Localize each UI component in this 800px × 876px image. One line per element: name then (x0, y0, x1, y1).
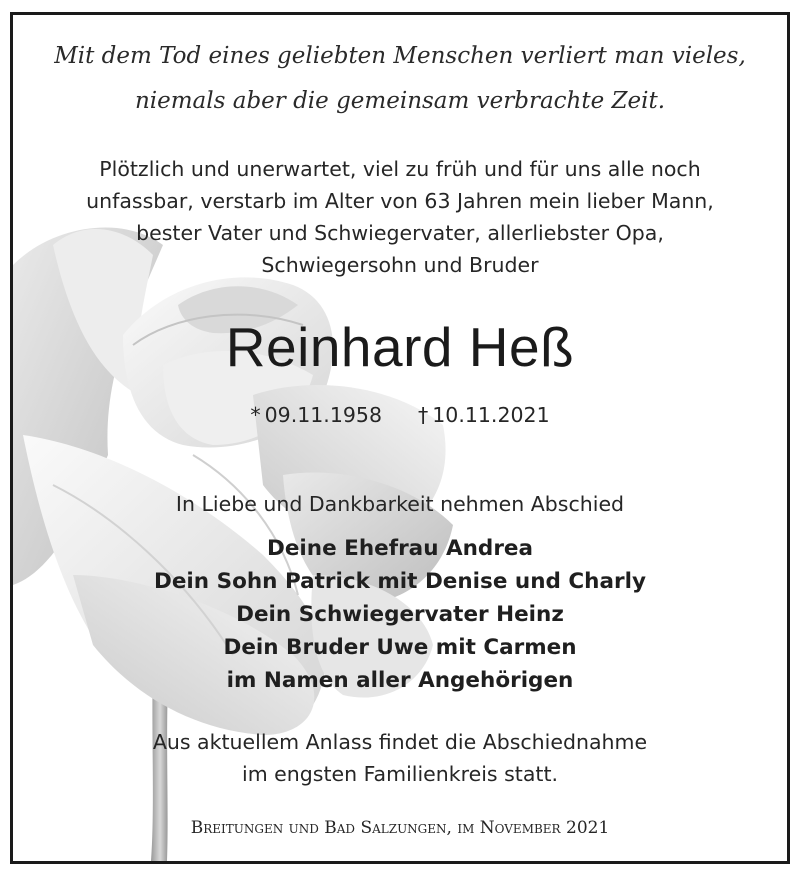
death-symbol: † (418, 403, 429, 427)
birth-symbol: * (250, 403, 261, 427)
farewell-line: In Liebe und Dankbarkeit nehmen Abschied (175, 492, 625, 516)
obituary-frame (10, 12, 790, 864)
place-date-line: Breitungen und Bad Salzungen, im November 2021 (190, 818, 610, 838)
death-date: 10.11.2021 (432, 403, 550, 427)
intro-line-3: bester Vater und Schwiegervater, allerliebster Opa, (136, 221, 664, 245)
note-line-1: Aus aktuellem Anlass findet die Abschiednahme (152, 730, 648, 754)
birth-date: 09.11.1958 (264, 403, 382, 427)
motto-line-2: niemals aber die gemeinsam verbrachte Zeit. (134, 88, 666, 114)
family-line-2: Dein Sohn Patrick mit Denise und Charly (154, 569, 646, 594)
family-line-3: Dein Schwiegervater Heinz (236, 602, 564, 627)
intro-line-1: Plötzlich und unerwartet, viel zu früh und für uns alle noch (99, 157, 701, 181)
family-line-5: im Namen aller Angehörigen (226, 668, 574, 693)
deceased-name: Reinhard Heß (225, 316, 575, 378)
obituary-content (13, 15, 787, 861)
note-line-2: im engsten Familienkreis statt. (242, 762, 558, 786)
family-line-4: Dein Bruder Uwe mit Carmen (223, 635, 577, 660)
life-dates (13, 403, 787, 427)
intro-line-4: Schwiegersohn und Bruder (261, 253, 539, 277)
motto-line-1: Mit dem Tod eines geliebten Menschen verliert man vieles, (54, 43, 746, 69)
intro-line-2: unfassbar, verstarb im Alter von 63 Jahren mein lieber Mann, (86, 189, 714, 213)
family-line-1: Deine Ehefrau Andrea (266, 536, 534, 561)
